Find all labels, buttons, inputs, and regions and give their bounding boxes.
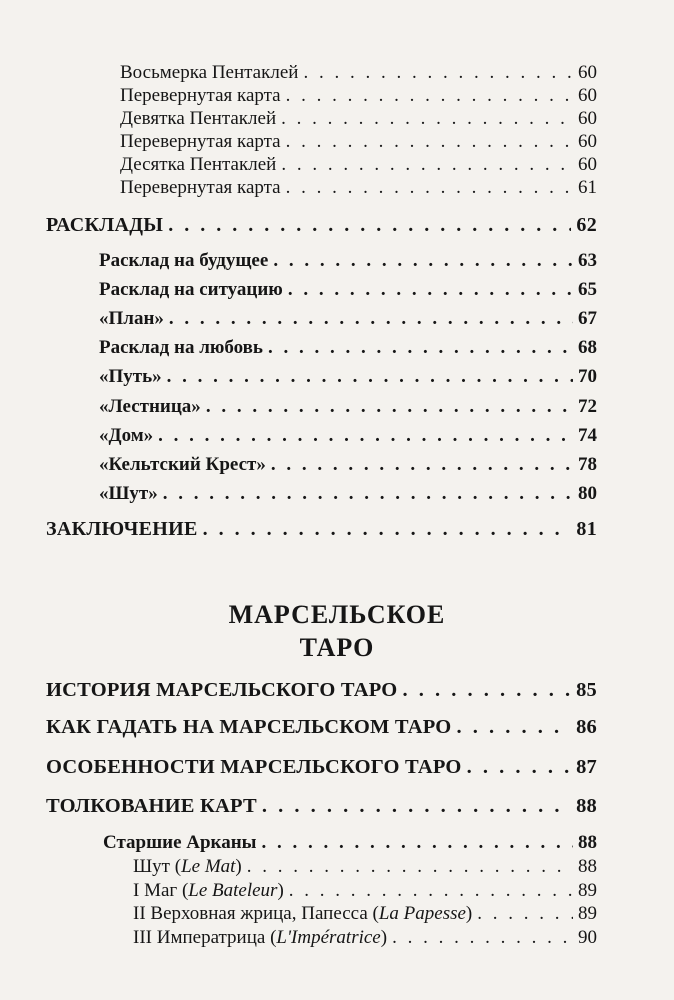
leader-dots <box>268 337 573 359</box>
toc-entry <box>133 856 597 878</box>
toc-entry-label: Перевернутая карта <box>120 85 281 106</box>
toc-entry <box>120 62 597 84</box>
toc-entry <box>120 177 597 199</box>
card-name: I Маг ( <box>133 880 189 901</box>
toc-entry <box>99 483 597 505</box>
toc-entry-page: 70 <box>578 366 597 387</box>
leader-dots <box>163 483 573 505</box>
leader-dots <box>286 85 573 107</box>
toc-entry <box>120 85 597 107</box>
card-french-name: La Papesse <box>378 903 466 924</box>
toc-entry-page: 72 <box>578 396 597 417</box>
card-name: Шут ( <box>133 856 182 877</box>
toc-entry-page: 90 <box>578 927 597 948</box>
toc-entry-page: 88 <box>578 832 597 853</box>
leader-dots <box>286 131 573 153</box>
toc-entry-page: 60 <box>578 85 597 106</box>
toc-entry-page: 89 <box>578 903 597 924</box>
toc-subsection-major-arcana <box>103 832 597 854</box>
toc-entry-page: 60 <box>578 108 597 129</box>
toc-entry-label: «Шут» <box>99 483 158 504</box>
toc-entry-label: «Путь» <box>99 366 162 387</box>
toc-entry <box>99 366 597 388</box>
toc-entry-label: Расклад на любовь <box>99 337 263 358</box>
leader-dots <box>288 279 573 301</box>
leader-dots <box>262 795 571 818</box>
toc-entry-label: Восьмерка Пентаклей <box>120 62 299 83</box>
card-name-close: ) <box>380 927 388 948</box>
leader-dots <box>167 366 573 388</box>
leader-dots <box>402 679 571 702</box>
toc-section-label: ОСОБЕННОСТИ МАРСЕЛЬСКОГО ТАРО <box>46 756 462 778</box>
toc-section-label: РАСКЛАДЫ <box>46 214 164 236</box>
leader-dots <box>168 214 571 237</box>
toc-entry <box>99 308 597 330</box>
toc-section <box>46 716 597 739</box>
toc-entry-label <box>133 856 242 878</box>
leader-dots <box>158 425 573 447</box>
toc-entry-page: 65 <box>578 279 597 300</box>
toc-section-label: ТОЛКОВАНИЕ КАРТ <box>46 795 257 817</box>
toc-section <box>46 679 597 702</box>
toc-entry-label: Расклад на будущее <box>99 250 269 271</box>
toc-entry-page: 63 <box>578 250 597 271</box>
toc-entry-label <box>133 927 387 949</box>
toc-entry <box>99 454 597 476</box>
toc-entry-label: Девятка Пентаклей <box>120 108 277 129</box>
toc-section-page: 85 <box>576 679 597 701</box>
leader-dots <box>203 518 572 541</box>
toc-section-label: ЗАКЛЮЧЕНИЕ <box>46 518 198 540</box>
toc-entry-page: 74 <box>578 425 597 446</box>
card-name-close: ) <box>277 880 284 901</box>
leader-dots <box>281 154 573 176</box>
toc-section-page: 62 <box>576 214 597 236</box>
toc-entry <box>99 425 597 447</box>
toc-entry-page: 78 <box>578 454 597 475</box>
leader-dots <box>273 250 573 272</box>
card-name: II Верховная жрица, Папесса ( <box>133 903 379 924</box>
toc-section-page: 87 <box>576 756 597 778</box>
toc-section-page: 81 <box>576 518 597 540</box>
toc-section-spreads <box>46 214 597 237</box>
leader-dots <box>467 756 572 779</box>
toc-entry <box>120 154 597 176</box>
toc-entry <box>133 880 597 902</box>
toc-entry-page: 60 <box>578 154 597 175</box>
card-french-name: Le Mat <box>181 856 236 877</box>
leader-dots <box>281 108 573 130</box>
toc-entry-page: 60 <box>578 131 597 152</box>
toc-entry <box>99 279 597 301</box>
toc-section <box>46 795 597 818</box>
toc-entry-label <box>133 880 284 902</box>
card-french-name: Le Bateleur <box>188 880 278 901</box>
toc-entry <box>99 396 597 418</box>
toc-entry-page: 88 <box>578 856 597 877</box>
card-name-close: ) <box>235 856 242 877</box>
leader-dots <box>262 832 573 854</box>
toc-entry-label: Старшие Арканы <box>103 832 257 853</box>
leader-dots <box>206 396 573 418</box>
toc-entry-label: Перевернутая карта <box>120 131 281 152</box>
toc-entry <box>120 131 597 153</box>
leader-dots <box>392 927 573 949</box>
leader-dots <box>289 880 573 902</box>
toc-entry-label <box>133 903 472 925</box>
toc-entry-label: «Дом» <box>99 425 154 446</box>
leader-dots <box>286 177 573 199</box>
toc-entry <box>133 927 597 949</box>
toc-entry <box>133 903 597 925</box>
leader-dots <box>169 308 573 330</box>
toc-entry-page: 89 <box>578 880 597 901</box>
toc-entry <box>120 108 597 130</box>
leader-dots <box>456 716 571 739</box>
card-french-name: L'Impératrice <box>276 927 381 948</box>
toc-entry-label: Расклад на ситуацию <box>99 279 283 300</box>
toc-entry-page: 60 <box>578 62 597 83</box>
toc-section <box>46 756 597 779</box>
card-name-close: ) <box>465 903 473 924</box>
toc-entry-page: 67 <box>578 308 597 329</box>
toc-entry-label: «План» <box>99 308 164 329</box>
part-heading-line1: МАРСЕЛЬСКОЕ <box>228 600 446 629</box>
leader-dots <box>271 454 573 476</box>
card-name: III Императрица ( <box>133 927 277 948</box>
toc-section-page: 86 <box>576 716 597 738</box>
toc-entry-page: 61 <box>578 177 597 198</box>
toc-section-label: КАК ГАДАТЬ НА МАРСЕЛЬСКОМ ТАРО <box>46 716 452 738</box>
toc-entry-label: «Лестница» <box>99 396 201 417</box>
part-heading-line2: ТАРО <box>299 633 375 662</box>
toc-entry-page: 80 <box>578 483 597 504</box>
leader-dots <box>477 903 573 925</box>
toc-section-label: ИСТОРИЯ МАРСЕЛЬСКОГО ТАРО <box>46 679 398 701</box>
toc-entry-label: «Кельтский Крест» <box>99 454 266 475</box>
toc-entry <box>99 337 597 359</box>
toc-entry <box>99 250 597 272</box>
toc-entry-page: 68 <box>578 337 597 358</box>
toc-section-page: 88 <box>576 795 597 817</box>
toc-entry-label: Десятка Пентаклей <box>120 154 277 175</box>
toc-section-conclusion <box>46 518 597 541</box>
leader-dots <box>303 62 573 84</box>
leader-dots <box>247 856 573 878</box>
toc-entry-label: Перевернутая карта <box>120 177 281 198</box>
